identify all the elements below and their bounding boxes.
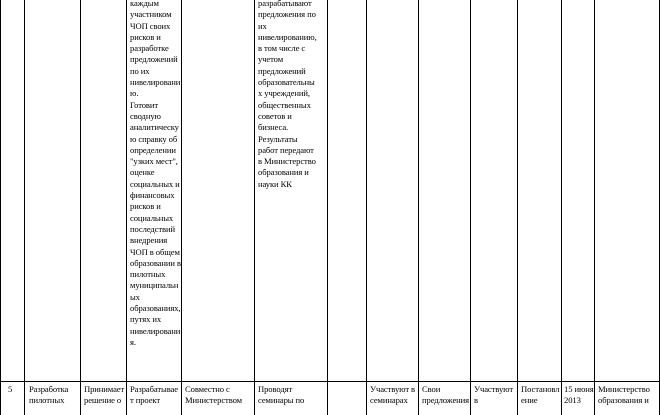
table-border-left (0, 0, 1, 415)
column-divider (254, 0, 255, 415)
lower-row-col2: Принимает решение о (84, 384, 125, 406)
column-divider (80, 0, 81, 415)
column-divider (418, 0, 419, 415)
column-divider (594, 0, 595, 415)
column-divider (561, 0, 562, 415)
lower-row-col8: Свои предложения (422, 384, 470, 406)
row-number: 5 (8, 384, 13, 394)
upper-row-col5-text: разрабатывают предложения по их нивелированию, в том числе с учетом предложений образовательны х учреждений, общественных советов и бизнеса. Результаты работ передают в Министерство образования и науки КК (258, 0, 317, 189)
row-divider (0, 381, 660, 382)
column-divider (517, 0, 518, 415)
lower-row-col1: Разработка пилотных (29, 384, 69, 406)
lower-row-col12: Министерство образования и (598, 384, 650, 406)
lower-row-col5: Проводят семинары по (258, 384, 305, 406)
lower-row-col10: Постановл ение (521, 384, 560, 406)
lower-row-col11: 15 июня 2013 (564, 384, 594, 406)
column-divider (366, 0, 367, 415)
lower-row-col3: Разрабатывае т проект (130, 384, 178, 406)
column-divider (24, 0, 25, 415)
lower-row-col7: Участвуют в семинарах (370, 384, 416, 406)
upper-row-col3-text: каждым участником ЧОП своих рисков и разработке предложений по их нивелировани ю. Готовит сводную аналитическу ю справку об определении "узких мест", оценке социальных и финансовых рисков и социальных последствий внедрения ЧОП в общем образовании в пилотных муниципальн ых образованиях, путях их нивелировани я. (130, 0, 181, 347)
column-divider (470, 0, 471, 415)
lower-row-col4: Совместно с Министерством (185, 384, 242, 406)
lower-row-col9: Участвуют в (474, 384, 514, 406)
column-divider (126, 0, 127, 415)
